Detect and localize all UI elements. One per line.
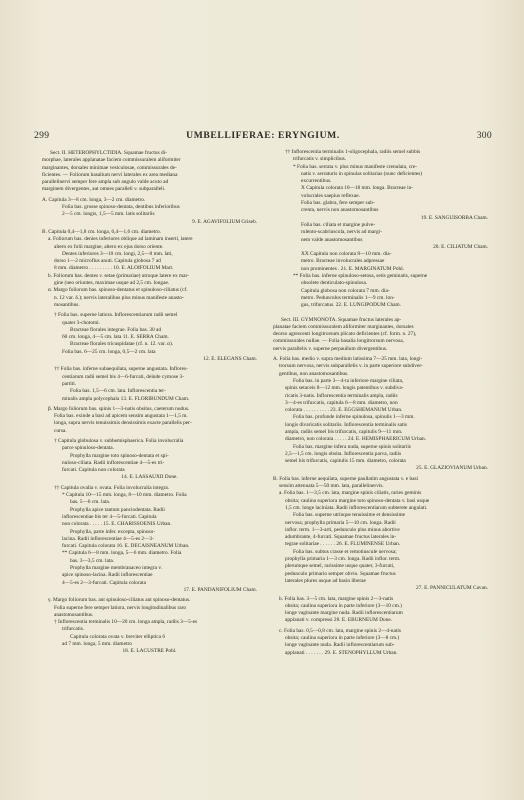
text-line: quater 3-chotomi. — [62, 319, 100, 326]
text-line: parce spinuloso-dentata. — [62, 445, 114, 452]
text-line: spinis setaceis 8—12 mm. longis patentibus v. subdiva- — [285, 385, 404, 392]
text-line: lacina. Radii inflorescentiae 4—5-es 2—3- — [62, 535, 154, 542]
section-heading: Sect. II. HETEROPHYLCTIDIA. Squamae fructus di- — [50, 150, 167, 156]
species-line: diametro, non colorata . . . . . 24. E. HEMISPHAERICUM Urban. — [285, 436, 426, 443]
key-line: * Capitula 10—15 mm. longa, 8—10 mm. diametro. Folia — [62, 492, 187, 499]
key-line: † Inflorescentia terminalis 10—20 cm. longa ampla, radiis 3—5-es — [54, 619, 198, 626]
text-line: Capitula colorata ovata v. breviter elliptica 6 — [70, 633, 166, 640]
text-line: ampla, radiis semel bis trifurcatis, capitulis 9—11 mm. — [285, 428, 403, 435]
text-line: 2—5 cm. longis, 1,5—5 mm. latis solitariis — [62, 211, 155, 218]
text-line: laterales plures usque ad basin liberae — [285, 577, 366, 584]
page-number-right: 300 — [476, 130, 492, 141]
key-line: A. Capitula 3—8 cm. longa, 3—2 cm. diametro. — [42, 196, 146, 203]
text-line: deorso agrescenti longitrorsum plicato deficientes (cf. form. n. 27), — [273, 331, 417, 338]
key-line: †† Inflorescentia terminalis 1-oligocephala, radiis semel subbis — [285, 149, 421, 155]
key-line: XX Capitula non colorata 8—10 mm. dia- — [301, 251, 392, 258]
text-line: pedunculo primario semper obvio. Squamae fructus — [285, 570, 396, 577]
text-line: volucrales saepius reflexae. — [301, 192, 360, 199]
species-line: 20. E. CILIATUM Cham. — [433, 243, 488, 250]
species-line: applanati v. compressi 28. E. EBURNEUM Done. — [285, 617, 393, 624]
key-line: X Capitula colorata 10—18 mm. longa. Bracteae in- — [301, 185, 414, 192]
key-line: γ. Margo foliorum bas. aut spinuloso-ciliatus aut spinoso-dentatus. — [48, 597, 191, 604]
text-line: Folia bas. grosse spinoso-dentata, dentibus inferioribus — [62, 204, 180, 211]
text-line: planatae faciem commissuralem aliformiter marginantes, dorsales — [273, 323, 414, 330]
key-line: B. Capitula 0,4—1,8 cm. longa, 0,4—1,6 cm. diametro. — [42, 228, 162, 235]
text-line: nervosa; prophylla primaria 5—10 cm. longa. Radii — [285, 519, 396, 526]
text-line: Folia bas. in parte 3—4-ta inferiore margine ciliata, — [293, 377, 404, 384]
key-line: B. Folia bas. inferne aequilata, superne paullatim angustata v. e basi — [273, 475, 419, 482]
right-column — [273, 149, 488, 657]
text-line: Folia bas. exinde a basi ad apicem sensim angustata 1—1,5 m. — [54, 413, 188, 420]
text-line: nem valde anastomosantibus — [301, 236, 363, 243]
text-line: excurrentibus. — [301, 178, 332, 185]
text-line: obsita; caulina superiora in parte inferiore (3—10 cm.) — [285, 602, 402, 609]
left-column — [42, 149, 257, 656]
text-line: Folia bas. subtus crasse et remotiuscule nervosa; — [293, 548, 397, 555]
text-line: 2,5—1,5 cm. longis obsita. Inflorescentia parva, radiis — [285, 450, 402, 457]
text-line: metro. Pedunculus terminalis 1—9 cm. lon- — [301, 294, 395, 301]
text-line: longe vaginante nuda. Radii inflorescentiarum sub- — [285, 642, 395, 649]
species-line: 17. E. PANDANIFOLIUM Cham. — [183, 586, 257, 593]
text-line: Folia superne fere semper latiora, nervis longitudinalibus raro — [54, 604, 187, 611]
text-line: trorsum nervosa, nervis subparallelis v. in parte superiore subdiver- — [279, 363, 423, 370]
key-line: * Folia bas. serrata v. plus minus manifeste crenulata, cre- — [293, 163, 418, 170]
text-line: ricatis 3-natis. Inflorescentia terminalis ampla, radiis — [285, 392, 398, 399]
text-line: parallelinervi semper fere ampla sub angulo valde acuto ad — [42, 179, 169, 186]
key-line: †† Folia bas. inferne subaequilata, superne angustata. Inflores- — [54, 366, 188, 373]
text-line: altero ex folii margine, altero ex ejus dorso oriente. — [54, 243, 164, 250]
text-line: inflor. term. 1—3-arti, pedunculo plus minus abortive — [285, 526, 400, 533]
species-line: 8 mm. diametro . . . . . . . . . 10. E. ALOIFOLIUM Mart. — [54, 265, 174, 272]
text-line: Prophylla margine toto spinoso-dentata et spi- — [70, 452, 169, 459]
text-line: trifurcatis v. simplicibus. — [293, 156, 347, 163]
text-line: crenta, nervis non anastomosantibus — [301, 207, 379, 214]
text-line: nervis parallelis v. superne perpaullum divergentibus. — [273, 345, 388, 352]
text-line: Folia bas. margine infera nuda, superne spinis solitariis — [293, 443, 411, 450]
text-line: Folia bas. ciliata et margine pulve- — [301, 221, 376, 228]
text-line: dorso 1—2 microflus anuti. Capitula globosa 7 ad — [54, 258, 161, 265]
text-line: rulento-scabriuscula, nervis ad margi- — [301, 229, 382, 236]
text-line: Prophylla margine membranaceo integra v. — [70, 565, 162, 572]
text-line: Folia bas. glabra, fere semper sub- — [301, 200, 375, 207]
species-line: 27. E. PANNICULATUM Cavan. — [416, 585, 488, 592]
text-line: 4—5-es 2—3-furcati. Capitula colorata — [62, 579, 146, 586]
text-line: longis divaricatis solitariis. Inflorescentia terminalis satis — [285, 421, 407, 428]
text-line: 1,5 cm. longe laciniata. Radii inflorescentiarum subterete angulati. — [285, 504, 428, 511]
page-number-left: 299 — [34, 130, 50, 141]
species-line: colorata . . . . . . . . . . 23. E. EGGSHEMANUM Urban. — [285, 407, 403, 414]
text-line: Bracteae florales tricuspidatae (cf. n. 12. var. α). — [70, 341, 174, 348]
text-line: bas. 3—3,5 cm. lata. — [70, 557, 115, 564]
species-line: 19. E. SANGUISORBA Cham. — [420, 214, 488, 221]
species-line: tegrae solitariae . . . . . . 26. E. FLUMINENSE Urban. — [285, 541, 401, 548]
text-line: adumbrante, 4-furcati. Squamae fructus laterales in- — [285, 534, 397, 541]
text-line: prophylla primaria 1—3 cm. longa. Radii inflor. term. — [285, 556, 401, 563]
key-line: † Capitula globulosa v. subhemisphaerica. Folia involucralia — [54, 437, 184, 444]
text-line: nuloso-ciliata. Radii inflorescentiae 4—5-es tri- — [62, 459, 165, 466]
text-line: obsolete denticulato-spinulosa. — [301, 280, 368, 287]
species-line: gus, trifurcatus. 22. E. LUNGIPODUM Cham. — [301, 302, 402, 309]
text-line: anastomosantibus. — [54, 611, 94, 618]
text-line: Folia bas. superne utrinque tenuissime et densissime — [293, 512, 406, 519]
text-line: commissurales nullae. — Folia basalia longitrorsum nervosa, — [273, 338, 404, 345]
text-line: Bracteae florales integrae. Folia bas. 30 ad — [70, 326, 162, 333]
text-line: n. 12 var. δ.); nervis lateralibus plus minus manifeste anasto- — [54, 294, 184, 301]
species-line: non colorata . . . . . 15. E. CHARISSOENIS Urban. — [62, 521, 172, 528]
key-line: ** Folia bas. inferne spinuloso-setosa, setis geminatis, superne — [293, 273, 428, 280]
text-line: Dentes inferiores 3—10 cm. longi, 2,5—8 mm. lati, — [62, 250, 173, 257]
key-line: b. Foliorum bas. dentes v. setae (primariae) utroque latere ex mar- — [48, 272, 189, 279]
text-line: furcati. Capitula non colorata — [62, 467, 125, 474]
text-line: morphae, laterales applanatae faciem commissuralem aliformiter — [42, 157, 181, 164]
text-line: Capitula globosa non colorata 7 mm. dia- — [301, 287, 390, 294]
species-line: 14. E. LASSAUXII Done. — [121, 474, 178, 481]
text-line: longa, supra nervis tenuissimis densissimis exacte parallelis per- — [54, 420, 192, 427]
text-line: Folia bas. 1,5—6 cm. lata. Inflorescentia ter- — [70, 388, 166, 395]
text-line: gine (neo oriuntes, maximae usque ad 2,5 cm. longae. — [54, 280, 170, 287]
text-line: plerumque semel, rarissime usque quater, 3-furcati, — [285, 563, 395, 570]
text-line: sensim attenuata 5—50 mm. lata, parallelinervis. — [279, 483, 384, 490]
species-line: 18. E. LACUSTRE Pohl. — [122, 648, 177, 655]
key-line: a. Foliorum bas. denies inferiores oblique ad laminam inserti, latere — [48, 236, 193, 243]
key-line: β. Margo foliorum bas. spinis 1—3-natis obsitus, caeterum nudus. — [48, 405, 190, 412]
species-line: furcati. Capitula colorata 16. E. DECAISNEANUM Urban. — [62, 543, 190, 550]
text-line: trifurcatis. — [62, 626, 85, 633]
text-line: Folia bas. profunde inferne spinulosa, spinulis 1—3 mm. — [293, 414, 415, 421]
running-title: UMBELLIFERAE: ERYNGIUM. — [186, 130, 340, 141]
species-line: 60 cm. longa, 4—5 cm. lata 11. E. SERRA Cham. — [62, 334, 169, 341]
text-line: Prophylla apice tantum panciodentata. Radii — [70, 506, 165, 513]
key-line: ** Capitula 6—8 mm. longa, 5—6 mm. diametro. Folia — [62, 550, 182, 557]
key-line: †† Capitula ovalia v. ovata. Folia involucralia integra. — [54, 484, 170, 491]
text-line: Prophylla, parte infer. excepta, spinoso- — [70, 528, 156, 535]
key-line: a. Folia bas. 1—3,5 cm. lata, margine spinis ciliatis, raries geminis — [279, 490, 422, 497]
text-line: ad 7 mm. longa, 5 mm. diametro — [62, 641, 132, 647]
text-line: Folia bas. 6—25 cm. longa, 0,5—2 cm. lata — [62, 348, 156, 355]
text-line: mosantibus. — [54, 301, 80, 308]
text-line: marginem divergentes, aut omnes paralleli v. subparalleli. — [42, 186, 166, 193]
section-heading: Sect. III. GYMNONOTA. Squamae fructus laterales ap- — [281, 316, 402, 323]
key-line: b. Folia bas. 3—5 cm. lata, margine spinis 2—3-natis — [279, 595, 394, 602]
text-line: longe vaginante margine nuda. Radii inflorescentiarum — [285, 610, 403, 617]
text-line: 3—4-es trifurcatis, capitula 6—8 mm. diametro, non — [285, 399, 398, 406]
text-line: partiti. — [62, 380, 77, 387]
text-line: obsita; caulina superiora margine toto spinoso-dentata v. basi usque — [285, 497, 430, 504]
species-line: minalis ampla polycephala 13. E. FLORIBUNDUM Cham. — [62, 395, 190, 402]
text-line: marginantes, dorsales minimae vesiculosae, commissurales de- — [42, 164, 177, 171]
text-line: metro. Bracteae involucrales adpressae — [301, 258, 385, 265]
text-line: ficientes. — Foliorum basalium nervi laterales ex area mediana — [42, 171, 178, 178]
text-line: obsita; caulina superiora in parte inferiore (3—8 cm.) — [285, 635, 400, 641]
species-line: applanati . . . . . . . 29. E. STENOPHYLLUM Urban. — [285, 649, 398, 656]
text-line: centiarum radii semel bis 4—6-furcati, deinde cymose 3- — [62, 373, 184, 380]
key-line: † Folia bas. superne latiora. Inflorescentiarum radii semel — [54, 312, 178, 319]
species-line: 12. E. ELEGANS Cham. — [203, 356, 257, 363]
text-line: apice spinoso-lacina. Radii inflorescentiae — [62, 572, 153, 579]
running-header — [34, 130, 492, 144]
text-line: natis v. serraturis in spinulas solitarias (nunc deficientes) — [301, 170, 423, 177]
species-line: non prominentes . 21. E. MARGINATUM Pohl. — [301, 265, 405, 272]
species-line: 25. E. GLAZIOVIANUM Urban. — [416, 465, 488, 472]
species-line: 9. E. AGAVIFOLIUM Griseb. — [192, 218, 257, 225]
text-line: gentibus, non anastomosantibus. — [279, 370, 349, 377]
text-line: semel bis trifurcatis, capitulis 15 mm. diametro, colorata — [285, 458, 406, 465]
key-line: A. Folia bas. medio v. supra medium latissima 7—25 mm. lata, longi- — [273, 356, 423, 363]
key-line: c. Folia bas. 0,5—0,8 cm. lata, margine spinis 2—4-natis — [279, 627, 401, 634]
text-line: inflorescentiae bis ter 4—5-furcati. Capitula — [62, 513, 157, 520]
key-line: α. Margo foliorum bas. spinoso-dentatus et spinuloso-ciliatus (cf. — [48, 287, 188, 294]
text-line: bas. 5—6 cm. lata. — [70, 499, 111, 506]
text-line: cursa. — [54, 427, 67, 434]
